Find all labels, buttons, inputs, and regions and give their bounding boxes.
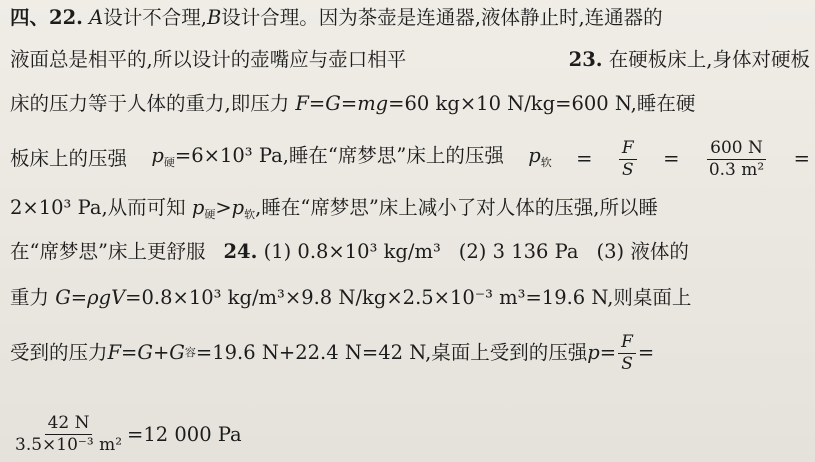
text-line-5: [10, 194, 810, 229]
fraction-final: [12, 413, 125, 456]
answer-24-2: (2) 3 136 Pa: [458, 240, 579, 263]
text-line-6: [10, 238, 810, 266]
text-line-1: [10, 4, 810, 32]
text-line-2: [10, 46, 810, 74]
line1-text-1: 设计不合理,: [103, 6, 207, 29]
p-symbol: p: [151, 143, 164, 167]
text-line-8: [10, 330, 810, 376]
text-line-9: [10, 414, 242, 454]
section-label-22: 四、22.: [10, 6, 83, 29]
fraction-denominator: S: [621, 353, 633, 374]
fraction-denominator: S: [621, 159, 634, 180]
fraction-numerator: 600 N: [707, 138, 766, 160]
equals-sign: =: [576, 147, 593, 170]
p-symbol: p: [528, 143, 541, 167]
equals-sign: =: [637, 341, 655, 364]
pressure-equation: F=G=mg: [295, 92, 389, 115]
fraction-f-over-s: [619, 138, 637, 181]
question-23-number: 23.: [568, 48, 603, 71]
text-line-3: [10, 90, 810, 118]
line5-text-2: ,睡在“席梦思”床上减小了对人体的压强,所以睡: [255, 196, 658, 219]
fraction-denominator: 3.5×10⁻³ m²: [15, 434, 123, 455]
line3-text-2: =60 kg×10 N/kg=600 N,睡在硬: [388, 92, 696, 115]
answer-24-1: (1) 0.8×10³ kg/m³: [263, 240, 441, 263]
fraction-denominator: 0.3 m²: [708, 159, 765, 180]
line3-text-1: 床的压力等于人体的重力,即压力: [10, 92, 296, 115]
equals-sign: =: [663, 147, 680, 170]
p-symbol: p: [191, 196, 205, 219]
fraction-f-over-s: [618, 332, 636, 375]
answer-24-3: (3) 液体的: [596, 240, 689, 263]
line8-text-1: 受到的压力: [10, 341, 108, 364]
line4-text-2: =6×10³ Pa,睡在“席梦思”床上的压强: [174, 143, 504, 167]
equals-sign: =: [793, 147, 810, 170]
force-equation: F=G+G: [107, 341, 185, 364]
p-symbol: p: [587, 341, 600, 364]
fraction-numerator: 42 N: [45, 413, 93, 435]
text-line-4: [10, 136, 810, 182]
gravity-equation: G=ρgV: [55, 286, 126, 309]
line8-text-2: =19.6 N+22.4 N=42 N,桌面上受到的压强: [195, 341, 588, 364]
fraction-numerator: F: [619, 138, 637, 160]
fraction-force-over-area: [706, 138, 767, 181]
line2-text: 液面总是相平的,所以设计的壶嘴应与壶口相平: [10, 48, 407, 71]
line5-text-1: 2×10³ Pa,从而可知: [10, 196, 192, 219]
equals-sign: =: [599, 341, 617, 364]
design-b: B: [206, 6, 222, 29]
subscript-hard: 硬: [204, 208, 216, 221]
line7-text-2: =0.8×10³ kg/m³×9.8 N/kg×2.5×10⁻³ m³=19.6 N,则桌面上: [125, 286, 692, 309]
subscript-container: 容: [184, 346, 196, 359]
greater-than-sign: >: [215, 196, 232, 219]
p-symbol: p: [231, 196, 245, 219]
fraction-numerator: F: [618, 332, 636, 354]
line1-text-2: 设计合理。因为茶壶是连通器,液体静止时,连通器的: [221, 6, 663, 29]
text-line-7: [10, 284, 810, 312]
subscript-hard: 硬: [163, 155, 175, 169]
line7-text-1: 重力: [10, 286, 56, 309]
subscript-soft: 软: [244, 208, 256, 221]
line6-text-1: 在“席梦思”床上更舒服: [10, 240, 206, 263]
design-a: A: [89, 6, 104, 29]
question-24-number: 24.: [223, 240, 258, 263]
line2-rest: 在硬板床上,身体对硬板: [608, 48, 810, 71]
final-result: =12 000 Pa: [127, 422, 242, 446]
subscript-soft: 软: [540, 155, 552, 169]
line4-text-1: 板床上的压强: [10, 147, 128, 170]
